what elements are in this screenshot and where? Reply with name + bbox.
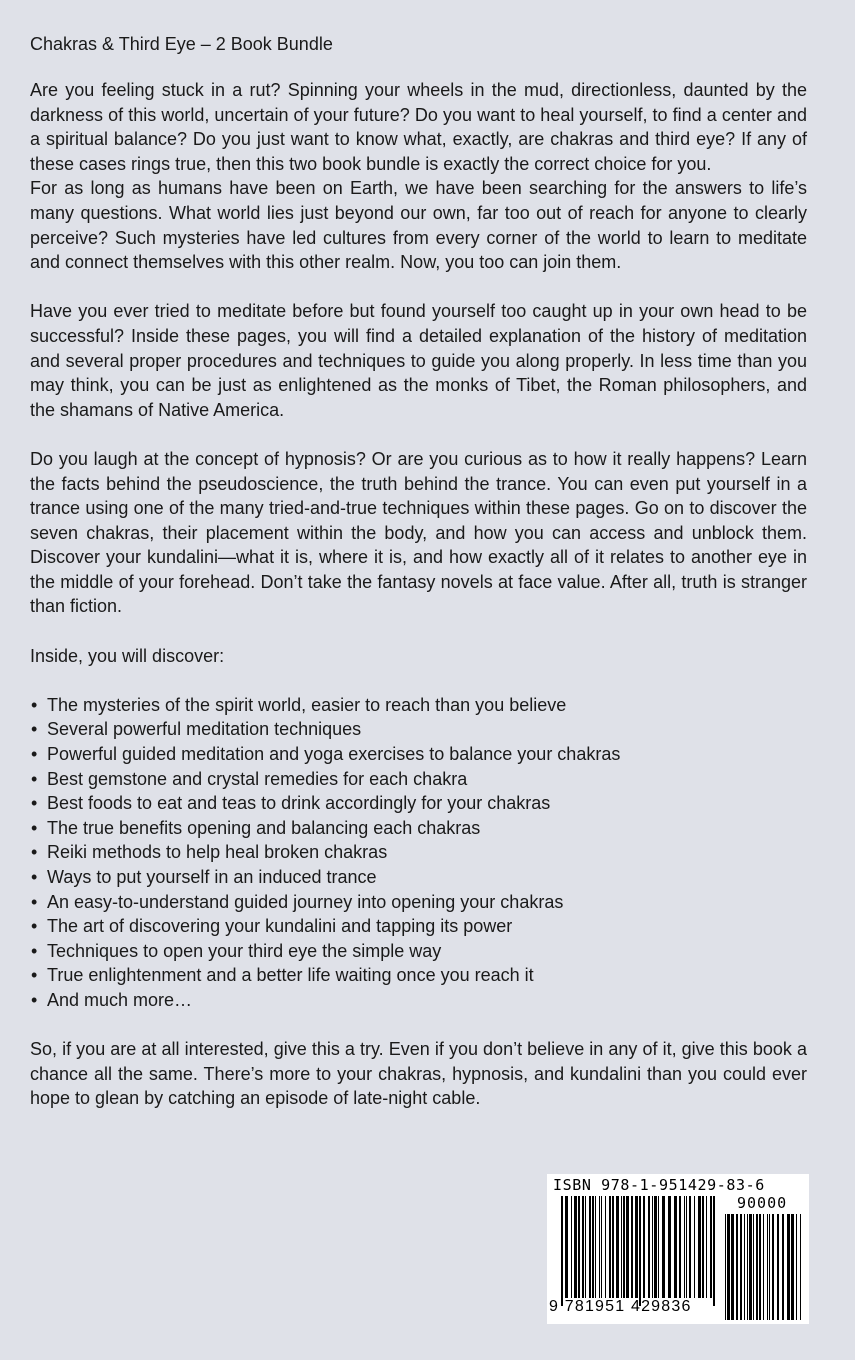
barcode-bar (612, 1196, 614, 1298)
barcode-bar (565, 1196, 568, 1298)
barcode-bar (674, 1196, 677, 1298)
barcode-bar (643, 1196, 645, 1298)
list-item: • Powerful guided meditation and yoga exercises to balance your chakras (30, 742, 807, 767)
paragraph-intro: Are you feeling stuck in a rut? Spinning your wheels in the mud, directionless, daunted by the darkness of this world, uncertain of your future? Do you want to heal yourself, to find a center and a spiritual balance? Do you just want to know what, exactly, are chakras and third eye? If any of these cases rings true, then this two book bundle is exactly the correct choice for you. (30, 80, 807, 174)
barcode-bar (589, 1196, 591, 1298)
bullet-icon: • (31, 940, 38, 961)
barcode-bar (787, 1214, 790, 1320)
barcode-bar (698, 1196, 701, 1298)
list-item: • Techniques to open your third eye the simple way (30, 939, 807, 964)
barcode-bar (652, 1196, 653, 1298)
paragraph-hypnosis: Do you laugh at the concept of hypnosis? Or are you curious as to how it really happens? Learn the facts behind the pseudoscience, the truth behind the trance. You can even put yourself in a trance using one of the many tried-and-true techniques within these pages. Go on to discover the seven chakras, their placement within the body, and how you can access and unblock them. Discover your kundalini—what it is, where it is, and how exactly all of it relates to another eye in the middle of your forehead. Don’t take the fantasy novels at face value. After all, truth is stranger than fiction. (30, 448, 807, 617)
barcode-bar (662, 1196, 665, 1298)
barcode-bar (668, 1196, 671, 1298)
barcode-guard-bar (639, 1196, 641, 1306)
barcode-bar (592, 1196, 594, 1298)
barcode-bar (635, 1196, 638, 1298)
barcode-bar (648, 1196, 650, 1298)
ean-digits: 9 781951 429836 (549, 1298, 692, 1315)
bullet-icon: • (31, 817, 38, 838)
discover-list (30, 693, 807, 1013)
barcode-bar (595, 1196, 596, 1298)
back-cover-text (30, 30, 807, 1111)
barcode-bar (585, 1196, 586, 1298)
list-item: • Reiki methods to help heal broken chakras (30, 840, 807, 865)
barcode-bar (782, 1214, 784, 1320)
barcode-bar (749, 1214, 752, 1320)
barcode-bar (578, 1196, 580, 1298)
barcode-bar (796, 1214, 797, 1320)
barcode-bar (759, 1214, 761, 1320)
paragraph-closing: So, if you are at all interested, give this a try. Even if you don’t believe in any of it, give this book a chance all the same. There’s more to your chakras, hypnosis, and kundalini than you could ever hope to glean by catching an episode of late-night cable. (30, 1039, 807, 1109)
barcode-bar (763, 1214, 764, 1320)
barcode-bar (747, 1214, 748, 1320)
bullet-icon: • (31, 989, 38, 1010)
paragraph-inside-intro: Inside, you will discover: (30, 645, 225, 666)
barcode-bar (727, 1214, 730, 1320)
list-item: • Best gemstone and crystal remedies for each chakra (30, 767, 807, 792)
paragraph-history: For as long as humans have been on Earth, we have been searching for the answers to life’s many questions. What world lies just beyond our own, far too out of reach for anyone to clearly perceive? Such mysteries have led cultures from every corner of the world to learn to meditate and connect themselves with this other realm. Now, you too can join them. (30, 178, 807, 273)
barcode-bar (753, 1214, 754, 1320)
barcode-bar (710, 1196, 712, 1298)
isbn-label: ISBN 978-1-951429-83-6 (553, 1176, 765, 1194)
bullet-icon: • (31, 694, 38, 715)
bullet-icon: • (31, 965, 38, 986)
bullet-icon: • (31, 891, 38, 912)
isbn-barcode (547, 1174, 809, 1324)
barcode-bar (740, 1214, 742, 1320)
book-title: Chakras & Third Eye – 2 Book Bundle (30, 34, 333, 54)
barcode-bar (684, 1196, 685, 1298)
barcode-bar (706, 1196, 707, 1298)
barcode-bar (689, 1196, 691, 1298)
bullet-icon: • (31, 719, 38, 740)
bullet-icon: • (31, 916, 38, 937)
barcode-bar (626, 1196, 629, 1298)
barcode-guard-bar (561, 1196, 563, 1306)
barcode-bar (725, 1214, 726, 1320)
bullet-icon: • (31, 768, 38, 789)
bullet-icon: • (31, 744, 38, 765)
barcode-guard-bar (713, 1196, 715, 1306)
barcode-bar (601, 1196, 602, 1298)
list-item: • True enlightenment and a better life waiting once you reach it (30, 963, 807, 988)
barcode-bar (736, 1214, 738, 1320)
list-item: • Ways to put yourself in an induced trance (30, 865, 807, 890)
barcode-bar (769, 1214, 770, 1320)
barcode-bar (744, 1214, 745, 1320)
barcode-bar (582, 1196, 584, 1298)
barcode-bar (631, 1196, 633, 1298)
list-item: • An easy-to-understand guided journey into opening your chakras (30, 890, 807, 915)
barcode-bar (679, 1196, 681, 1298)
barcode-bar (616, 1196, 619, 1298)
barcode-bar (654, 1196, 657, 1298)
barcode-bar (599, 1196, 600, 1298)
list-item: • And much more… (30, 988, 807, 1013)
barcode-bar (686, 1196, 687, 1298)
barcode-bar (791, 1214, 794, 1320)
barcode-bar (621, 1196, 622, 1298)
barcode-bar (800, 1214, 801, 1320)
barcode-bar (571, 1196, 572, 1298)
list-item: • Best foods to eat and teas to drink accordingly for your chakras (30, 791, 807, 816)
list-item: • The true benefits opening and balancing each chakras (30, 816, 807, 841)
list-item: • The mysteries of the spirit world, easier to reach than you believe (30, 693, 807, 718)
bullet-icon: • (31, 793, 38, 814)
barcode-bar (694, 1196, 695, 1298)
barcode-bar (658, 1196, 659, 1298)
list-item: • The art of discovering your kundalini and tapping its power (30, 914, 807, 939)
bullet-icon: • (31, 842, 38, 863)
price-code: 90000 (737, 1194, 788, 1212)
barcode-bar (756, 1214, 758, 1320)
barcode-bar (777, 1214, 779, 1320)
barcode-bar (767, 1214, 768, 1320)
barcode-bar (609, 1196, 611, 1298)
list-item: • Several powerful meditation techniques (30, 717, 807, 742)
barcode-bar (731, 1214, 734, 1320)
barcode-bar (772, 1214, 774, 1320)
barcode-bar (623, 1196, 625, 1298)
bullet-icon: • (31, 867, 38, 887)
paragraph-meditation: Have you ever tried to meditate before but found yourself too caught up in your own head to be successful? Inside these pages, you will find a detailed explanation of the history of meditation and several proper procedures and techniques to guide you along properly. In less time than you may think, you can be just as enlightened as the monks of Tibet, the Roman philosophers, and the shamans of Native America. (30, 301, 807, 420)
barcode-bar (605, 1196, 606, 1298)
barcode-bar (574, 1196, 577, 1298)
barcode-bar (702, 1196, 704, 1298)
